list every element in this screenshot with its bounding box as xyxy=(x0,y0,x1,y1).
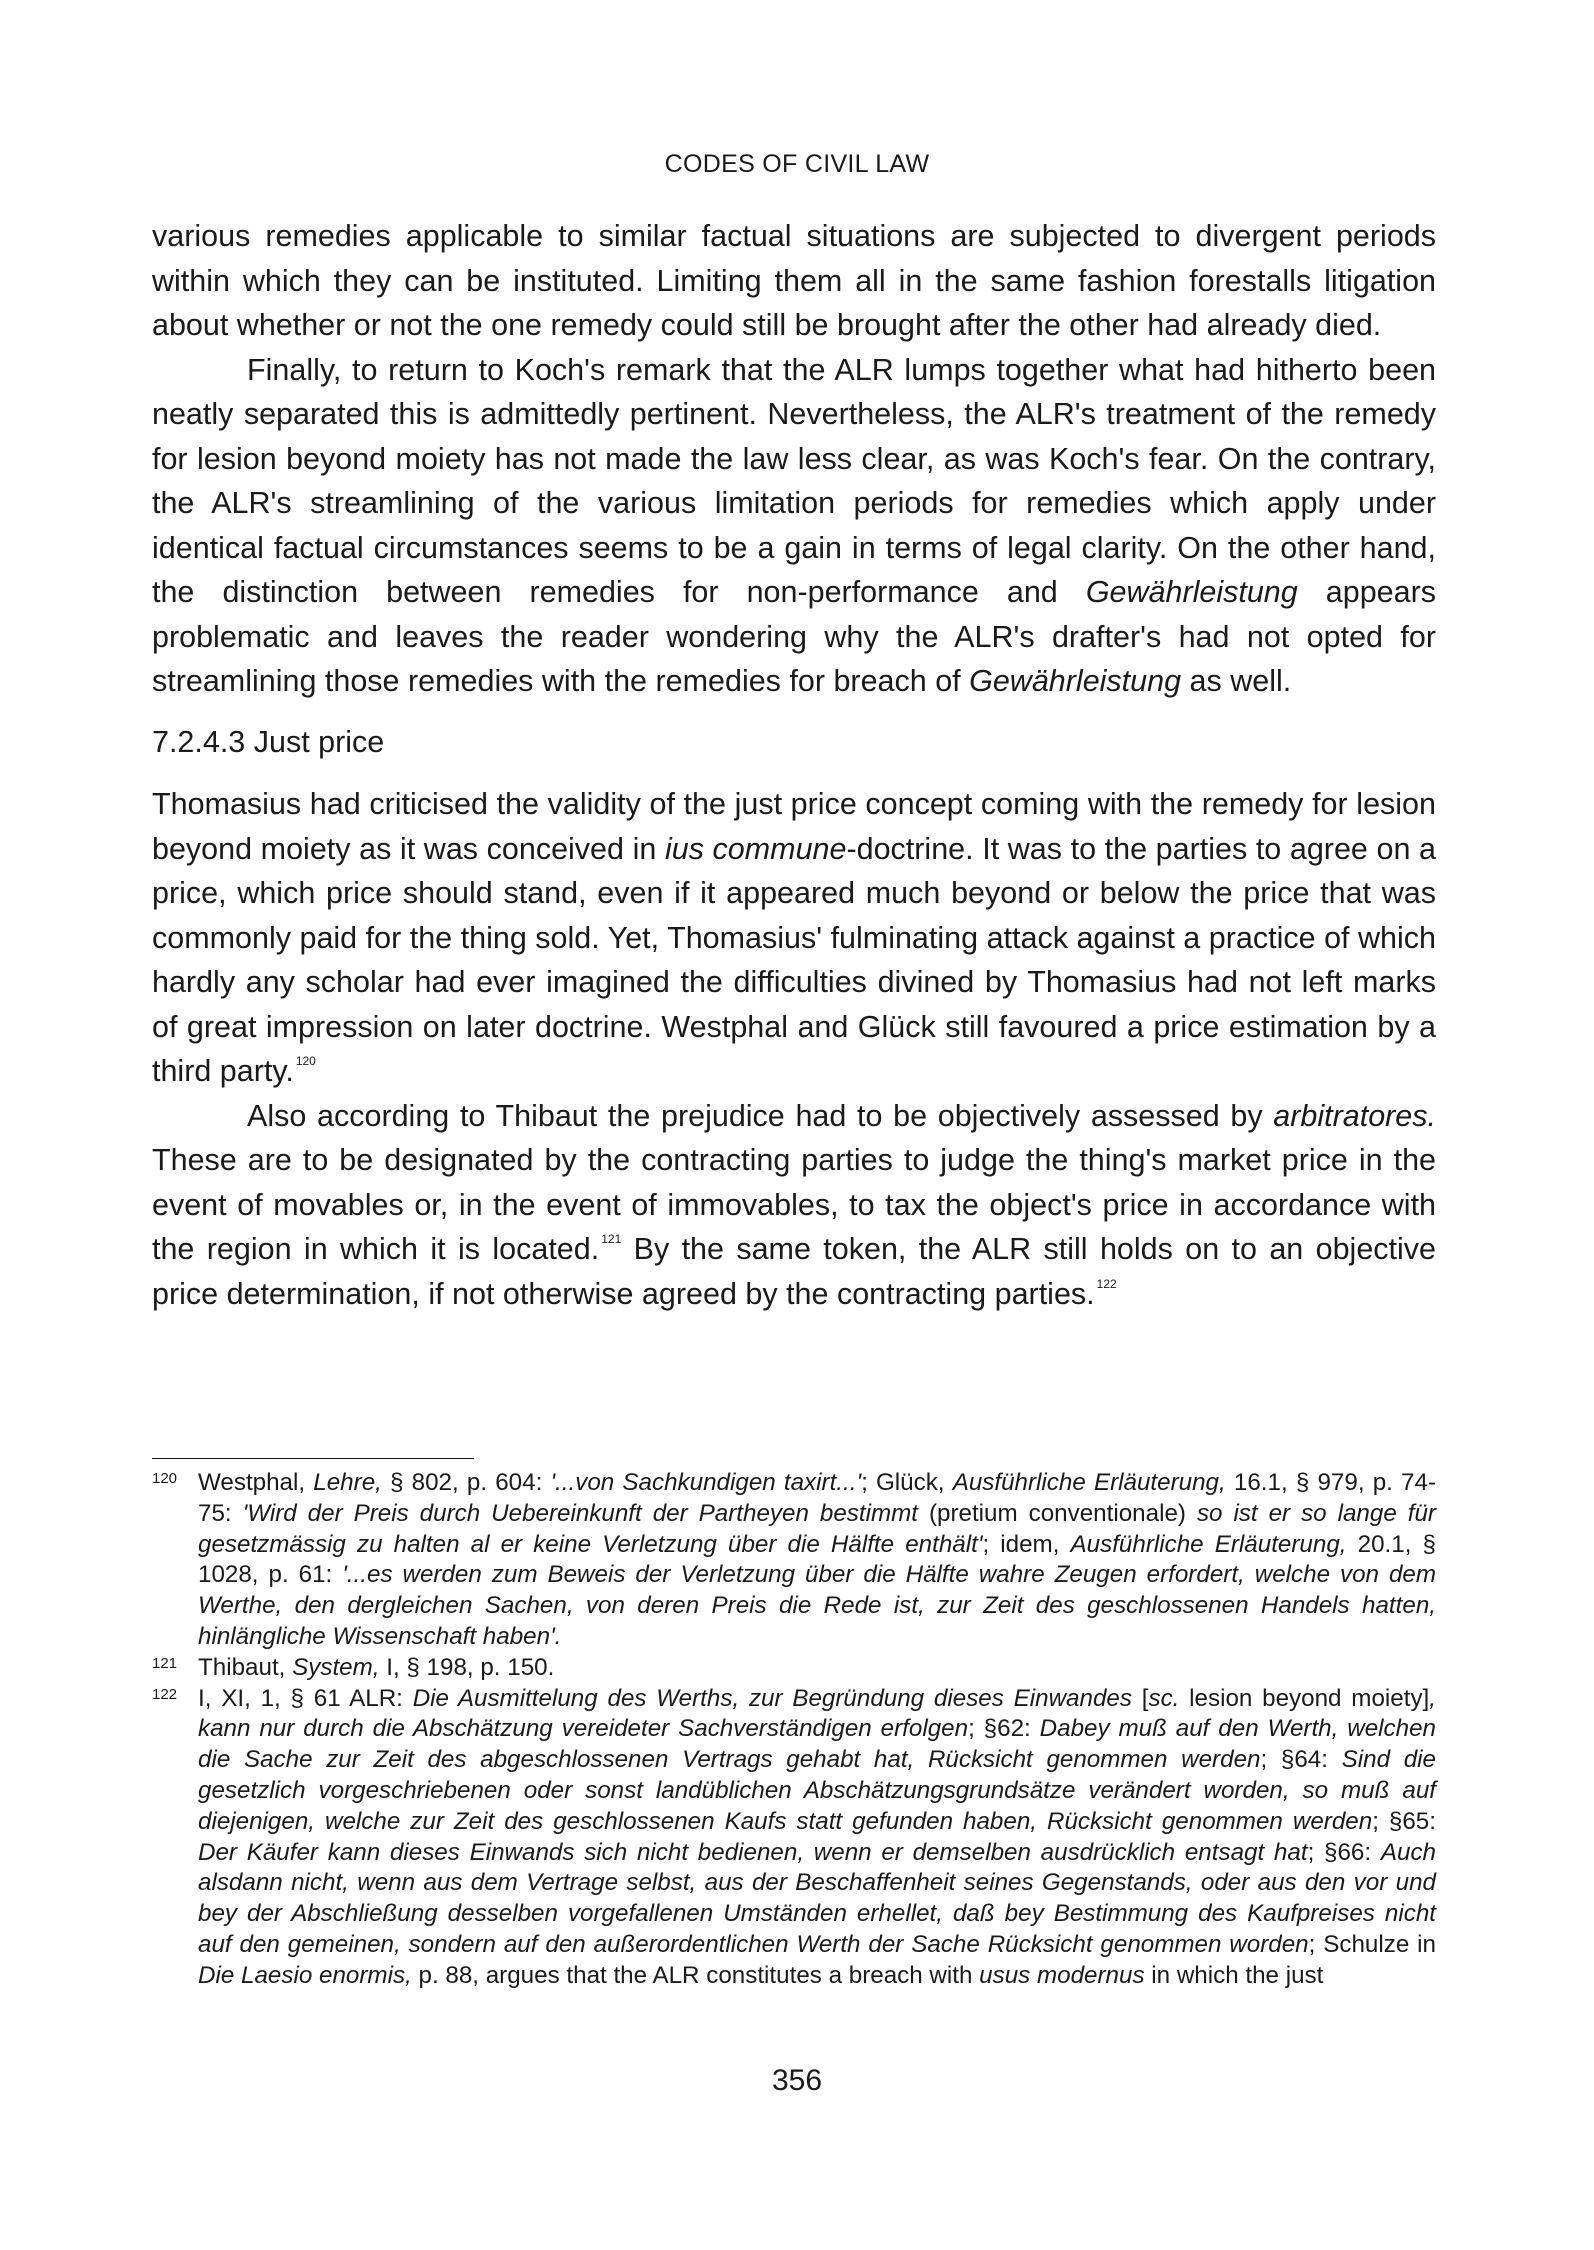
footnote-ref-122[interactable]: 122 xyxy=(1096,1276,1117,1291)
section-heading: 7.2.4.3 Just price xyxy=(152,724,385,759)
paragraph-2: Finally, to return to Koch's remark that the ALR lumps together what had hitherto been neatly separated this is admittedly pertinent. Nevertheless, the ALR's treatment of the remedy for lesion beyond moiety has not made the law less clear, as was Koch's fear. On the contrary, the ALR's streamlining of the various limitation periods for remedies which apply under identical factual circumstances seems to be a gain in terms of legal clarity. On the other hand, the distinction between remedies for non-performance and Gewährleistung appears problematic and leaves the reader wondering why the ALR's drafter's had not opted for streamlining those remedies with the remedies for breach of Gewährleistung as well. xyxy=(152,352,1436,698)
main-text xyxy=(152,214,1436,1316)
footnote-divider xyxy=(152,1458,474,1459)
footnote-120: 120 Westphal, Lehre, § 802, p. 604: '...von Sachkundigen taxirt...'; Glück, Ausführliche Erläuterung, 16.1, § 979, p. 74-75: 'Wird der Preis durch Uebereinkunft der Partheyen bestimmt (pretium conventionale) so ist er so lange für gesetzmässig zu halten al er keine Verletzung über die Hälfte enthält'; idem, Ausführliche Erläuterung, 20.1, § 1028, p. 61: '...es werden zum Beweis der Verletzung über die Hälfte wahre Zeugen erfordert, welche von dem Werthe, den dergleichen Sachen, von deren Preis die Rede ist, zur Zeit des geschlossenen Handels hatten, hinlängliche Wissenschaft haben'. xyxy=(152,1468,1436,1653)
footnotes xyxy=(152,1468,1436,1992)
footnote-ref-120[interactable]: 120 xyxy=(295,1054,316,1068)
footnote-121: 121 Thibaut, System, I, § 198, p. 150. xyxy=(152,1653,1436,1684)
footnote-122: 122 I, XI, 1, § 61 ALR: Die Ausmittelung des Werths, zur Begründung dieses Einwandes [sc. lesion beyond moiety], kann nur durch die Abschätzung vereideter Sachverständigen erfolgen; §62: Dabey muß auf den Werth, welchen die Sache zur Zeit des abgeschlossenen Vertrags gehabt hat, Rücksicht genommen werden; §64: Sind die gesetzlich vorgeschriebenen oder sonst landüblichen Abschätzungsgrundsätze verändert worden, so muß auf diejenigen, welche zur Zeit des geschlossenen Kaufs statt gefunden haben, Rücksicht genommen werden; §65: Der Käufer kann dieses Einwands sich nicht bedienen, wenn er demselben ausdrücklich entsagt hat; §66: Auch alsdann nicht, wenn aus dem Vertrage selbst, aus der Beschaffenheit seines Gegenstands, oder aus den vor und bey der Abschließung desselben vorgefallenen Umständen erhellet, daß bey Bestimmung des Kaufpreises nicht auf den gemeinen, sondern auf den außerordentlichen Werth der Sache Rücksicht genommen worden; Schulze in Die Laesio enormis, p. 88, argues that the ALR constitutes a breach with usus modernus in which the just xyxy=(152,1684,1436,1992)
running-header: CODES OF CIVIL LAW xyxy=(664,150,930,178)
footnote-number: 121 xyxy=(152,1654,178,1672)
paragraph-1: various remedies applicable to similar factual situations are subjected to divergent periods within which they can be instituted. Limiting them all in the same fashion forestalls litigation about whether or not the one remedy could still be brought after the other had already died. xyxy=(152,219,1436,342)
footnote-ref-121[interactable]: 121 xyxy=(601,1232,622,1246)
paragraph-4: Also according to Thibaut the prejudice had to be objectively assessed by arbitratores. These are to be designated by the contracting parties to judge the thing's market price in the event of movables or, in the event of immovables, to tax the object's price in accordance with the region in which it is located. $^{121}$ By the same token, the ALR still holds on to an objective price determination, if not otherwise agreed by the contracting parties. $^{122}$ xyxy=(152,1098,1437,1311)
footnote-number: 120 xyxy=(152,1470,178,1487)
paragraph-3: Thomasius had criticised the validity of the just price concept coming with the remedy for lesion beyond moiety as it was conceived in ius commune-doctrine. It was to the parties to agree on a price, which price should stand, even if it appeared much beyond or below the price that was commonly paid for the thing sold. Yet, Thomasius' fulminating attack against a practice of which hardly any scholar had ever imagined the difficulties divined by Thomasius had not left marks of great impression on later doctrine. Westphal and Glück still favoured a price estimation by a third party. $^{120}$ xyxy=(152,787,1436,1088)
page-number: 356 xyxy=(771,2064,823,2097)
footnote-number: 122 xyxy=(152,1685,178,1703)
